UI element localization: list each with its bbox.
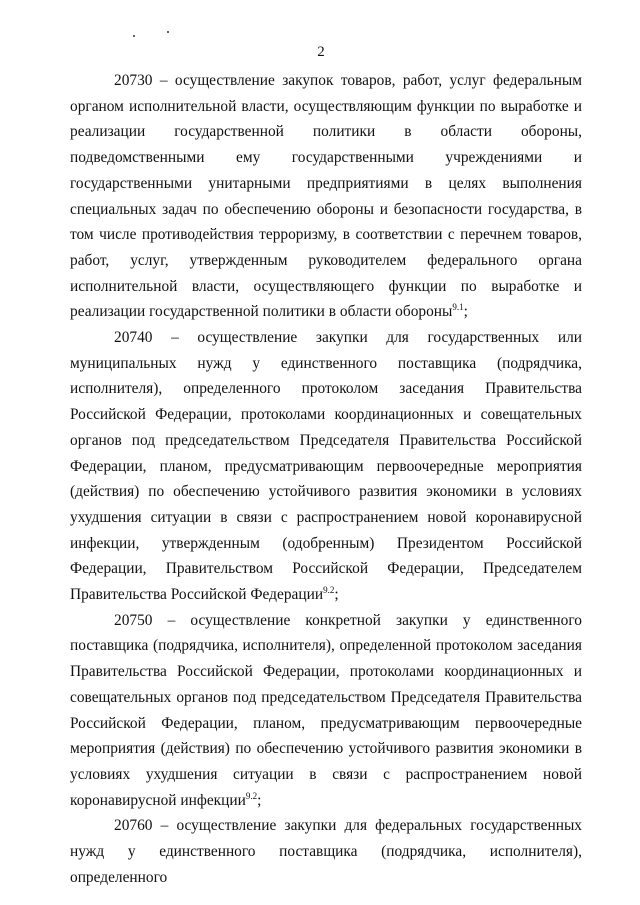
footnote-ref: 9.2	[245, 790, 258, 801]
paragraph-text: 20760 – осуществление закупки для федеральных государственных нужд у единственного поставщика (подрядчика, исполнителя), определенного	[70, 817, 582, 886]
scan-speck	[167, 31, 169, 33]
paragraph-tail: ;	[463, 303, 468, 321]
paragraph-20740	[70, 325, 582, 608]
paragraph-text: 20740 – осуществление закупки для государственных или муниципальных нужд у единственного поставщика (подрядчика, исполнителя), определенного протоколом заседания Правительства Российской Федерации, протоколами координационных и совещательных органов под председательством Председателя Правительства Российской Федерации, планом, предусматривающим первоочередные мероприятия (действия) по обеспечению устойчивого развития экономики в условиях ухудшения ситуации в связи с распространением новой коронавирусной инфекции, утвержденным (одобренным) Президентом Российской Федерации, Правительством Российской Федерации, Председателем Правительства Российской Федерации	[70, 329, 582, 604]
paragraph-text: 20730 – осуществление закупок товаров, работ, услуг федеральным органом исполнительной власти, осуществляющим функции по выработке и реализации государственной политики в области обороны, подведомственными ему государственными учреждениями и государственными унитарными предприятиями в целях выполнения специальных задач по обеспечению обороны и безопасности государства, в том числе противодействия терроризму, в соответствии с перечнем товаров, работ, услуг, утвержденным руководителем федерального органа исполнительной власти, осуществляющего функции по выработке и реализации государственной политики в области обороны	[70, 72, 582, 321]
document-body	[70, 68, 582, 891]
paragraph-20750	[70, 608, 582, 814]
scan-speck	[133, 35, 135, 37]
paragraph-20760	[70, 813, 582, 890]
paragraph-20730	[70, 68, 582, 325]
paragraph-text: 20750 – осуществление конкретной закупки у единственного поставщика (подрядчика, исполнителя), определенной протоколом заседания Правительства Российской Федерации, протоколами координационных и совещательных органов под председательством Председателя Правительства Российской Федерации, планом, предусматривающим первоочередные мероприятия (действия) по обеспечению устойчивого развития экономики в условиях ухудшения ситуации в связи с распространением новой коронавирусной инфекции	[70, 611, 582, 809]
paragraph-tail: ;	[334, 586, 339, 604]
footnote-ref: 9.2	[323, 584, 335, 595]
footnote-ref: 9.1	[452, 302, 464, 313]
paragraph-tail: ;	[257, 791, 262, 809]
page-number: 2	[317, 44, 325, 60]
